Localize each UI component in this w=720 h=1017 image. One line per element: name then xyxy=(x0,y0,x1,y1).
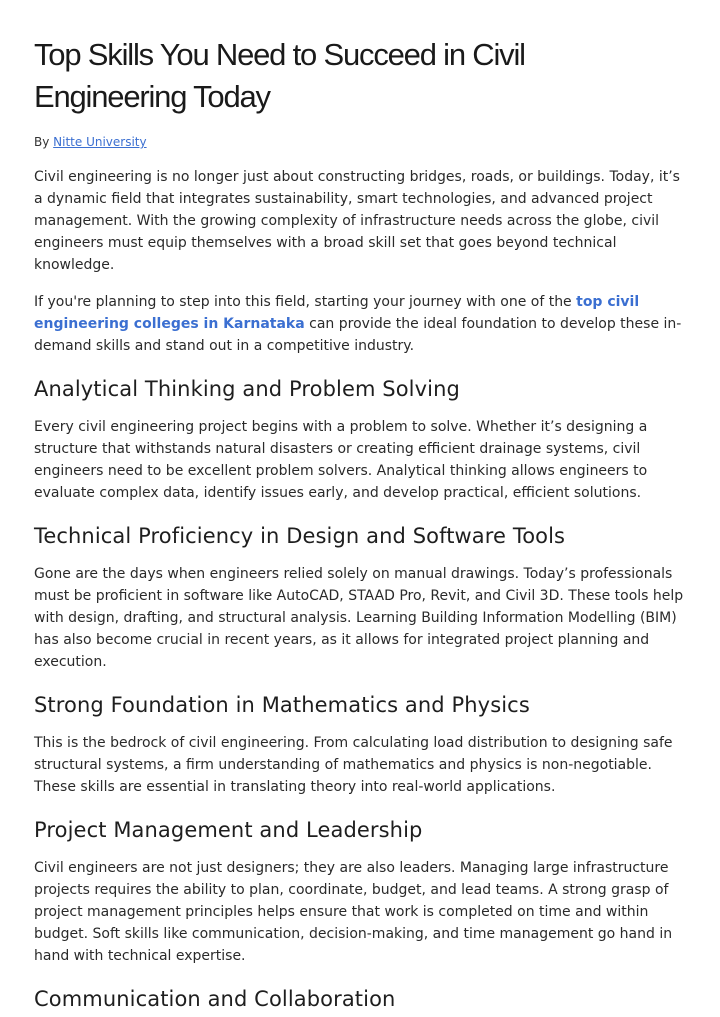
section-analytical-thinking xyxy=(34,375,684,504)
intro-paragraph-1: Civil engineering is no longer just about constructing bridges, roads, or buildings. Today, it’s a dynamic field that integrates sustainability, smart technologies, and advanced project management. With the growing complexity of infrastructure needs across the globe, civil engineers must equip themselves with a broad skill set that goes beyond technical knowledge. xyxy=(34,169,680,273)
article-title: Top Skills You Need to Succeed in Civil Engineering Today xyxy=(34,37,525,114)
byline-prefix: By xyxy=(34,135,54,149)
section-body: Gone are the days when engineers relied solely on manual drawings. Today’s professionals must be proficient in software like AutoCAD, STAAD Pro, Revit, and Civil 3D. These tools help with design, drafting, and structural analysis. Learning Building Information Modelling (BIM) has also become crucial in recent years, as it allows for integrated project planning and execution. xyxy=(34,566,684,670)
section-body: This is the bedrock of civil engineering. From calculating load distribution to designing safe structural systems, a firm understanding of mathematics and physics is non-negotiable. These skills are essential in translating theory into real-world applications. xyxy=(34,735,673,795)
author-link[interactable]: Nitte University xyxy=(53,135,147,149)
section-body: Every civil engineering project begins with a problem to solve. Whether it’s designing a structure that withstands natural disasters or creating efficient drainage systems, civil engineers need to be excellent problem solvers. Analytical thinking allows engineers to evaluate complex data, identify issues early, and develop practical, efficient solutions. xyxy=(34,419,648,501)
article xyxy=(34,34,684,1013)
section-project-management xyxy=(34,816,684,967)
byline xyxy=(34,134,684,150)
intro-text-before: If you're planning to step into this field, starting your journey with one of the xyxy=(34,294,577,310)
intro-paragraph-2 xyxy=(34,291,684,357)
section-body: Civil engineers are not just designers; they are also leaders. Managing large infrastructure projects requires the ability to plan, coordinate, budget, and lead teams. A strong grasp of project management principles helps ensure that work is completed on time and within budget. Soft skills like communication, decision-making, and time management go hand in hand with technical expertise. xyxy=(34,860,673,964)
section-mathematics-physics xyxy=(34,691,684,798)
colleges-link[interactable]: top civil engineering colleges in Karnataka xyxy=(34,294,640,332)
section-communication xyxy=(34,985,684,1013)
section-heading: Strong Foundation in Mathematics and Physics xyxy=(34,693,530,717)
section-heading: Analytical Thinking and Problem Solving xyxy=(34,377,460,401)
section-heading: Technical Proficiency in Design and Software Tools xyxy=(34,524,566,548)
intro-text-after: can provide the ideal foundation to develop these in-demand skills and stand out in a competitive industry. xyxy=(34,316,682,354)
section-technical-proficiency xyxy=(34,522,684,673)
section-heading: Project Management and Leadership xyxy=(34,818,423,842)
section-heading: Communication and Collaboration xyxy=(34,987,396,1011)
